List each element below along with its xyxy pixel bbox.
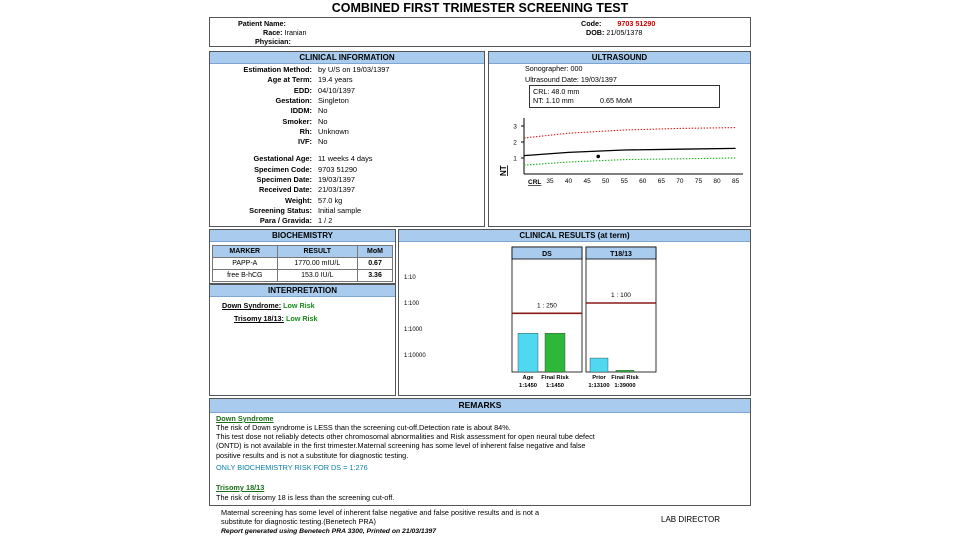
table-cell: 153.0 IU/L [277, 270, 358, 282]
risk-y-tick-label: 1:1000 [404, 327, 423, 333]
report-sheet [205, 0, 755, 540]
lab-director-label: LAB DIRECTOR [661, 515, 720, 524]
clinical-row-value: Unknown [318, 126, 349, 136]
clinical-row [212, 175, 355, 185]
nt-series-line [524, 148, 736, 155]
clinical-row-value: No [318, 106, 328, 116]
clinical-row-label: Gestational Age: [253, 154, 312, 164]
race-value: Iranian [284, 28, 307, 37]
clinical-row-value: 19.4 years [318, 75, 353, 85]
patient-name-label: Patient Name: [238, 19, 286, 28]
ultrasound-date-text: Ultrasound Date: 19/03/1397 [525, 75, 617, 84]
risk-bar-value: 1:1450 [518, 383, 538, 389]
clinical-row [212, 206, 361, 216]
nt-chart [491, 110, 749, 226]
biochemistry-body [213, 258, 393, 282]
sonographer-text: Sonographer: 000 [525, 64, 583, 73]
x-tick-label: 65 [657, 178, 665, 185]
biochem-column-header: MoM [358, 246, 393, 258]
clinical-row-label: Para / Gravida: [259, 216, 312, 226]
clinical-row [212, 165, 357, 175]
risk-bar-label: Final Risk [541, 375, 569, 381]
cutoff-label: 1 : 100 [611, 292, 631, 299]
y-tick-label: 3 [513, 123, 517, 131]
clinical-row-value: 04/10/1397 [318, 85, 355, 95]
dob-value: 21/05/1378 [606, 28, 643, 37]
x-tick-label: 40 [564, 178, 573, 185]
risk-bar [518, 333, 538, 372]
clinical-row [212, 216, 332, 226]
risk-bar [590, 358, 608, 372]
risk-bar [545, 333, 565, 372]
interpretation-header: INTERPRETATION [210, 285, 395, 297]
y-tick-label: 2 [513, 139, 517, 147]
biochemistry-box [209, 229, 396, 284]
risk-chart [400, 242, 749, 394]
nt-text: NT: 1.10 mm [533, 96, 574, 105]
code-label: Code: [581, 19, 602, 28]
clinical-row-label: Specimen Code: [254, 164, 312, 174]
interp-ds-label: Down Syndrome: [222, 301, 282, 310]
clinical-row-label: Gestation: [275, 95, 312, 105]
clinical-row-label: IVF: [298, 137, 312, 147]
remarks-t18-title: Trisomy 18/13 [216, 483, 265, 492]
physician-label: Physician: [255, 37, 291, 46]
clinical-row [212, 185, 355, 195]
table-cell: 0.67 [358, 258, 393, 270]
clinical-results-header: CLINICAL RESULTS (at term) [399, 230, 750, 242]
risk-panel-title: DS [542, 251, 552, 258]
clinical-row-value: No [318, 116, 328, 126]
clinical-row-label: Specimen Date: [256, 175, 312, 184]
clinical-row-value: 21/03/1397 [318, 185, 355, 195]
remarks-ds-title: Down Syndrome [216, 414, 274, 423]
clinical-row [212, 86, 355, 96]
clinical-row-label: Received Date: [259, 185, 312, 195]
clinical-results-box [398, 229, 751, 396]
clinical-row-value: 57.0 kg [318, 195, 343, 205]
dob-label: DOB: [586, 28, 605, 37]
remarks-ds-line: The risk of Down syndrome is LESS than the screening cut-off.Detection rate is about 84%. [216, 423, 511, 432]
risk-bar-value: 1:1450 [545, 383, 565, 389]
remarks-ds-line: (ONTD) is not available in the first trimester.Maternal screening has some level of inherent false negative and false [216, 441, 586, 451]
interpretation-box [209, 284, 396, 396]
y-axis-label: NT [499, 165, 508, 176]
clinical-row-label: Smoker: [282, 116, 312, 126]
table-cell: 3.36 [358, 270, 393, 282]
footer-line-1: Maternal screening has some level of inherent false negative and false positive results and is not a [221, 508, 540, 517]
clinical-row-label: Rh: [299, 126, 312, 136]
code-row [581, 19, 655, 28]
remarks-biochem-only: ONLY BIOCHEMISTRY RISK FOR DS = 1:276 [216, 463, 368, 472]
risk-bar-label: Age [522, 375, 534, 381]
interp-t18-label: Trisomy 18/13: [234, 314, 284, 323]
clinical-row-value: by U/S on 19/03/1397 [318, 65, 390, 74]
table-row [213, 258, 393, 270]
remarks-t18-text: The risk of trisomy 18 is less than the screening cut-off. [216, 493, 395, 502]
nt-series-line [524, 128, 736, 138]
race-row [263, 28, 307, 37]
clinical-row [212, 96, 349, 106]
crl-text: CRL: 48.0 mm [533, 87, 580, 96]
clinical-row-value: 1 / 2 [318, 216, 333, 226]
risk-y-tick-label: 1:10000 [404, 353, 426, 359]
remarks-box [209, 398, 751, 506]
remarks-header: REMARKS [210, 399, 750, 413]
x-tick-label: 75 [694, 178, 703, 185]
risk-bar-value: 1:39000 [614, 383, 636, 389]
x-tick-label: 85 [731, 178, 740, 185]
clinical-row-value: 19/03/1397 [318, 175, 355, 184]
table-cell: free B-hCG [213, 270, 278, 282]
biochemistry-header: BIOCHEMISTRY [210, 230, 395, 242]
clinical-row [212, 137, 327, 147]
risk-bar-value: 1:13100 [588, 383, 610, 389]
ultrasound-header: ULTRASOUND [489, 52, 750, 64]
report-title: COMBINED FIRST TRIMESTER SCREENING TEST [331, 1, 629, 15]
x-tick-label: 70 [676, 178, 684, 185]
clinical-row-label: Estimation Method: [243, 65, 312, 74]
footer-line-3: Report generated using Benetech PRA 3300, Printed on 21/03/1397 [221, 528, 437, 535]
risk-panel-frame [586, 247, 656, 372]
interp-ds-row [222, 301, 315, 310]
risk-bar-label: Prior [592, 375, 606, 381]
clinical-row-value: 9703 51290 [318, 164, 358, 174]
table-cell: PAPP-A [213, 258, 278, 270]
biochemistry-table [212, 245, 393, 282]
clinical-info-box [209, 51, 485, 227]
dob-row [586, 28, 642, 37]
clinical-row-value: 11 weeks 4 days [318, 154, 373, 164]
biochemistry-header-row [213, 246, 393, 258]
clinical-row [212, 196, 342, 206]
x-tick-label: 60 [639, 178, 647, 185]
nt-mom-text: 0.65 MoM [600, 96, 632, 105]
clinical-row [212, 154, 373, 164]
y-tick-label: 1 [513, 155, 517, 163]
clinical-row-label: EDD: [293, 85, 312, 95]
clinical-row-value: Initial sample [318, 205, 362, 215]
table-row [213, 270, 393, 282]
biochem-column-header: MARKER [213, 246, 278, 258]
x-tick-label: 55 [620, 178, 628, 185]
interp-ds-value: Low Risk [283, 301, 315, 310]
clinical-row [212, 127, 349, 137]
clinical-row-label: Screening Status: [249, 205, 312, 215]
clinical-row [212, 106, 327, 116]
x-tick-label: 80 [713, 178, 721, 185]
clinical-row [212, 75, 353, 85]
x-axis-label: CRL [528, 179, 542, 186]
x-tick-label: 45 [583, 178, 591, 185]
clinical-row-label: Age at Term: [267, 75, 312, 85]
clinical-row [212, 65, 390, 75]
risk-bar-label: Final Risk [611, 375, 639, 381]
clinical-row [212, 117, 327, 127]
risk-y-tick-label: 1:100 [404, 301, 420, 307]
risk-y-tick-label: 1:10 [404, 275, 416, 281]
ultrasound-box [488, 51, 751, 227]
clinical-row-value: No [318, 137, 328, 147]
nt-series-line [524, 158, 736, 165]
remarks-ds-line: positive results and is not a substitute for diagnostic testing. [216, 450, 409, 460]
interp-t18-value: Low Risk [285, 314, 318, 323]
x-tick-label: 35 [546, 178, 554, 185]
clinical-info-header: CLINICAL INFORMATION [210, 52, 484, 64]
clinical-row-value: Singleton [318, 95, 349, 105]
code-value: 9703 51290 [617, 19, 656, 28]
x-tick-label: 50 [602, 178, 610, 185]
nt-patient-point [596, 155, 600, 159]
footer-line-2: substitute for diagnostic testing.(Benetech PRA) [221, 517, 376, 526]
biochem-column-header: RESULT [277, 246, 358, 258]
interp-t18-row [234, 314, 318, 323]
race-label: Race: [263, 28, 283, 37]
measurement-box [529, 85, 720, 108]
patient-box [209, 17, 751, 47]
clinical-row-label: IDDM: [290, 106, 312, 116]
cutoff-label: 1 : 250 [537, 302, 557, 310]
risk-bar [616, 370, 634, 372]
table-cell: 1770.00 mIU/L [277, 258, 358, 270]
risk-panel-title: T18/13 [610, 251, 632, 258]
clinical-row-label: Weight: [285, 195, 312, 205]
remarks-ds-line: This test dose not reliably detects other chromosomal abnormalities and Risk assessment for open neural tube defect [216, 432, 595, 442]
